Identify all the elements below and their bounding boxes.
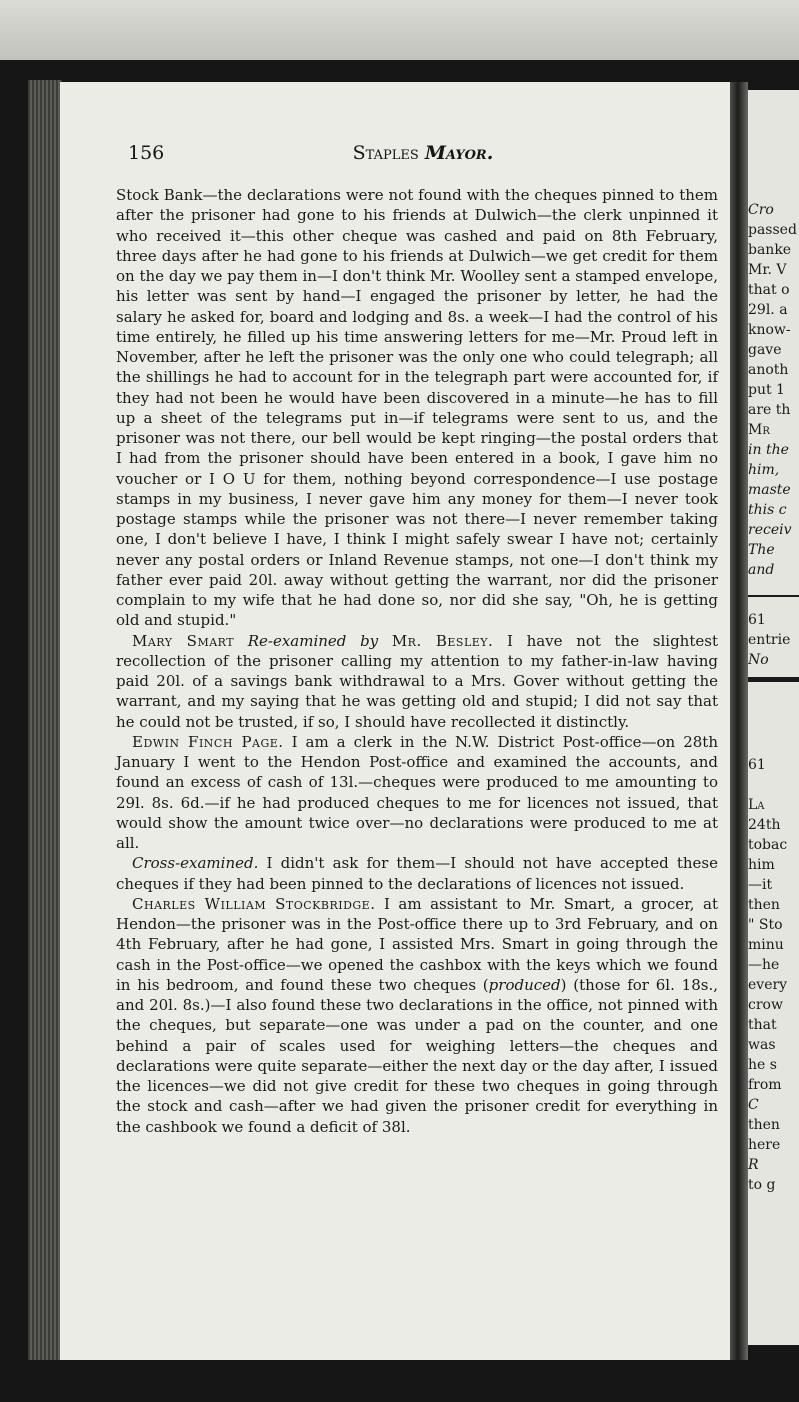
- testimony-text: ) (those for 6l. 18s., and 20l. 8s.)—I also found these two declarations in the office, not pinned with the cheques, but separate—one was under a pad on the counter, and one behind a pair of scales used for weighing letters—the cheques and declarations were quite separate—either the next day or the day after, I issued the licences—we did not give credit for these two cheques in going through the stock and cash—after we had given the prisoner credit for everything in the cashbook we found a deficit of 38l.: [116, 975, 718, 1136]
- body-text: [116, 185, 718, 1137]
- facing-line: anoth: [748, 362, 789, 378]
- facing-line: maste: [748, 482, 791, 498]
- facing-line: entrie: [748, 632, 791, 648]
- facing-line: 24th: [748, 817, 781, 833]
- running-head: [128, 142, 718, 164]
- produced-note: produced: [488, 975, 561, 994]
- paragraph-charles-stockbridge: [116, 894, 718, 1137]
- facing-line: C: [748, 1097, 759, 1113]
- facing-line: Cro: [748, 202, 774, 218]
- page-edge-stack: [28, 80, 62, 1360]
- facing-line: that: [748, 1017, 777, 1033]
- examination-type: Re-examined by: [247, 631, 379, 650]
- facing-line: this c: [748, 502, 787, 518]
- facing-line: 61: [748, 612, 766, 628]
- facing-line: then: [748, 1117, 780, 1133]
- facing-rule: [745, 595, 799, 597]
- facing-line: minu: [748, 937, 784, 953]
- facing-line: —it: [748, 877, 773, 893]
- witness-name: Edwin Finch Page.: [132, 732, 284, 751]
- facing-line: him,: [748, 462, 780, 478]
- page-number: 156: [128, 142, 165, 164]
- facing-line: passed: [748, 222, 797, 238]
- facing-line: every: [748, 977, 788, 993]
- facing-line: tobac: [748, 837, 788, 853]
- facing-line: Mr. V: [748, 262, 787, 278]
- facing-line: then: [748, 897, 780, 913]
- witness-name: Charles William Stockbridge.: [132, 894, 376, 913]
- running-head-name: Staples: [352, 142, 419, 164]
- facing-line: R: [748, 1157, 759, 1173]
- testimony-text: I am a clerk in the N.W. District Post-office—on 28th January I went to the Hendon Post-office and examined the accounts, and found an excess of cash of 13l.—cheques were produced to me amounting to 29l. 8s. 6d.—if he had produced cheques to me for licences not issued, that would show the amount twice over—no declarations were produced to me at all.: [116, 732, 718, 852]
- testimony-text: I have not the slightest recollection of the prisoner calling my attention to my father-in-law having paid 20l. of a savings bank withdrawal to a Mrs. Gover without getting the warrant, and my saying that he was getting old and stupid; I did not say that he could not be trusted, if so, I should have recollected it distinctly.: [116, 631, 718, 731]
- paragraph-cross-examined: [116, 853, 718, 894]
- running-head-role: Mayor.: [424, 142, 494, 164]
- facing-line: banke: [748, 242, 792, 258]
- facing-line: " Sto: [748, 917, 783, 933]
- page-header: [128, 142, 718, 172]
- facing-line: know-: [748, 322, 791, 338]
- facing-line: was: [748, 1037, 776, 1053]
- facing-line: him: [748, 857, 775, 873]
- facing-line: here: [748, 1137, 781, 1153]
- facing-line: put 1: [748, 382, 785, 398]
- facing-line: that o: [748, 282, 790, 298]
- facing-line: 61: [748, 757, 766, 773]
- facing-rule-thick: [745, 677, 799, 682]
- testimony-text: I am assistant to Mr. Smart, a grocer, at Hendon—the prisoner was in the Post-office there up to 3rd February, and on 4th February, after he had gone, I assisted Mrs. Smart in going through the cash in the Post-office—we opened the cashbox with the keys which we found in his bedroom, and found these two cheques (: [116, 894, 718, 994]
- examination-type: Cross-examined.: [132, 854, 259, 873]
- facing-line: gave: [748, 342, 782, 358]
- facing-line: Mr: [748, 422, 770, 438]
- facing-line: are th: [748, 402, 791, 418]
- facing-line: to g: [748, 1177, 776, 1193]
- facing-line: No: [748, 652, 769, 668]
- book-gutter: [728, 82, 748, 1360]
- facing-line: —he: [748, 957, 780, 973]
- facing-line: The: [748, 542, 775, 558]
- paragraph-mary-smart: [116, 631, 718, 732]
- facing-line: 29l. a: [748, 302, 788, 318]
- facing-line: crow: [748, 997, 783, 1013]
- facing-line: La: [748, 797, 765, 813]
- testimony-text: I didn't ask for them—I should not have accepted these cheques if they had been pinned to the declarations of licences not issued.: [116, 854, 718, 893]
- paragraph-edwin-finch-page: [116, 732, 718, 854]
- witness-name: Mary Smart: [132, 631, 235, 650]
- facing-line: and: [748, 562, 775, 578]
- facing-line: receiv: [748, 522, 792, 538]
- facing-line: from: [748, 1077, 782, 1093]
- paragraph-continuation: Stock Bank—the declarations were not found with the cheques pinned to them after the prisoner had gone to his friends at Dulwich—the clerk unpinned it who received it—this other cheque was cashed and paid on 8th February, three days after he had gone to his friends at Dulwich—we get credit for them on the day we pay them in—I don't think Mr. Woolley sent a stamped envelope, his letter was sent by hand—I engaged the prisoner by letter, he had the salary he asked for, board and lodging and 8s. a week—I had the control of his time entirely, he filled up his time answering letters for me—Mr. Proud left in November, after he left the prisoner was the only one who could telegraph; all the shillings he had to account for in the telegraph part were accounted for, if they had not been he would have been discovered in a minute—he has to fill up a sheet of the telegrams put in—if telegrams were sent to us, and the prisoner was not there, our bell would be kept ringing—the postal orders that I had from the prisoner should have been entered in a book, I gave him no voucher or I O U for them, nothing beyond correspondence—I use postage stamps in my business, I never gave him any money for them—I never took postage stamps while the prisoner was not there—I never remember taking one, I don't believe I have, I think I might safely swear I have not; certainly never any postal orders or Inland Revenue stamps, not one—I don't think my father ever paid 20l. away without getting the warrant, nor did the prisoner complain to my wife that he had done so, nor did she say, "Oh, he is getting old and stupid.": [116, 186, 718, 630]
- facing-line: he s: [748, 1057, 777, 1073]
- facing-line: in the: [748, 442, 789, 458]
- counsel-name: Mr. Besley.: [391, 631, 494, 650]
- facing-page-fragment: [745, 90, 799, 1345]
